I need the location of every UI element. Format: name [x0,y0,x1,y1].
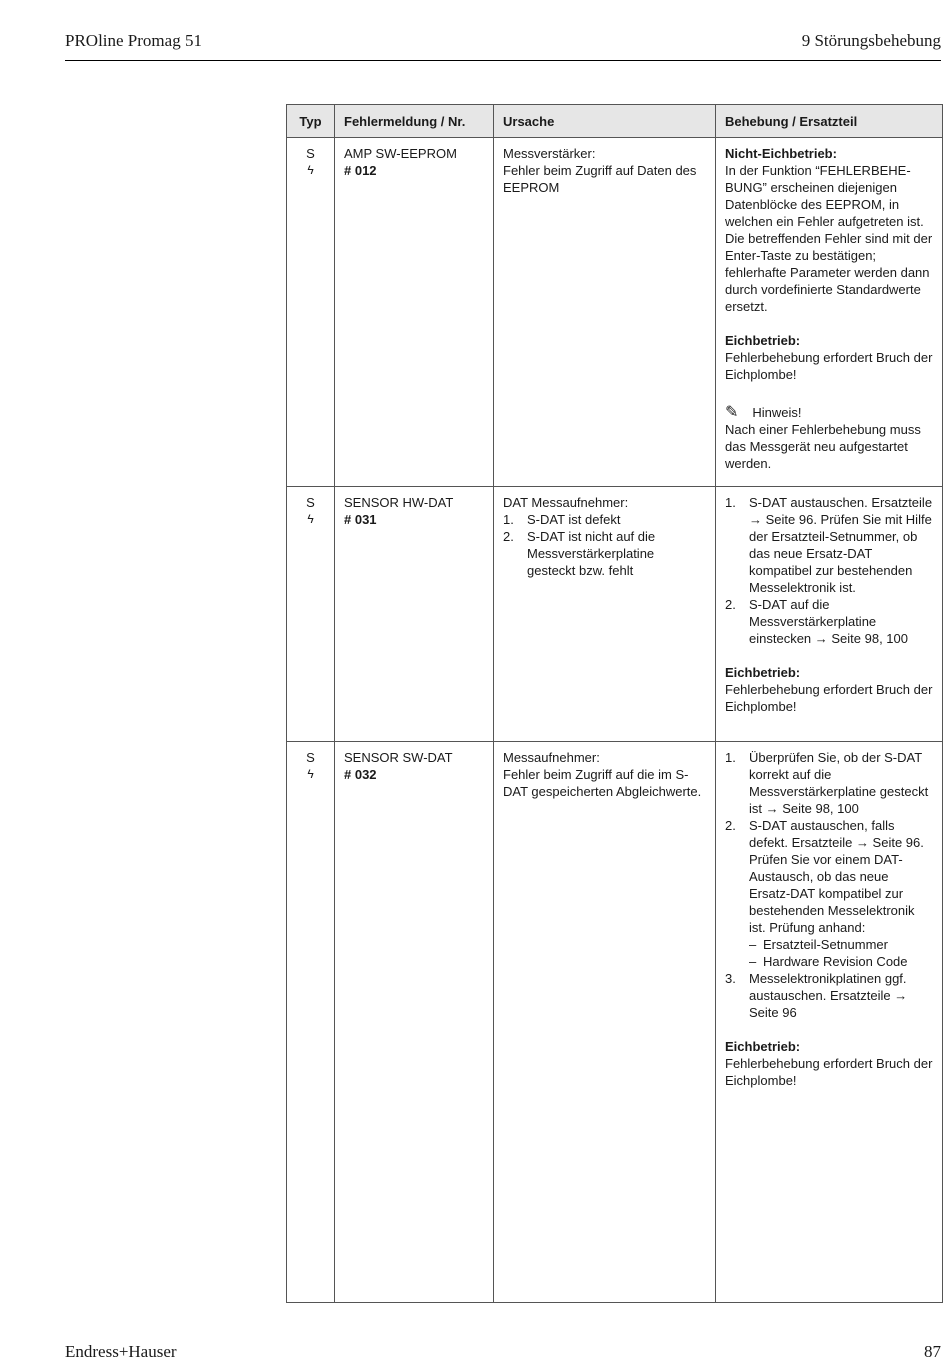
typ-cell [287,742,335,1303]
cause-text: Fehler beim Zugriff auf Daten des EEPROM [503,163,697,195]
table-row [287,138,943,487]
cause-intro: Messaufnehmer: [503,750,600,765]
lightning-icon: ϟ [307,767,314,781]
lightning-icon: ϟ [307,512,314,526]
remedy-heading: Eichbetrieb: [725,1039,801,1054]
error-number: # 012 [344,163,377,178]
remedy-list [725,494,933,647]
list-item: 3. Messelektronikplatinen ggf. austauschen. Ersatzteile → Seite 96 [725,971,908,1020]
remedy-heading: Eichbetrieb: [725,665,801,680]
header-chapter-title: 9 Störungsbehebung [801,31,941,50]
typ-cell [287,138,335,487]
column-header-typ: Typ [287,105,335,138]
list-item: 1. S-DAT ist defekt [503,512,621,527]
column-header-message: Fehlermeldung / Nr. [335,105,494,138]
error-number: # 031 [344,512,377,527]
footer-company-logo: Endress+Hauser [65,1342,177,1361]
pencil-icon: ✎ [725,404,739,421]
list-item: – Hardware Revision Code [749,953,933,970]
remedy-cell [716,742,943,1303]
list-item: 1. Überprüfen Sie, ob der S-DAT korrekt auf die Messverstärkerplatine gesteckt ist → Seite 98, 100 [725,750,929,816]
list-item: 2. S-DAT auf die Messverstärkerplatine einstecken → Seite 98, 100 [725,597,908,646]
message-cell [335,487,494,742]
error-table [286,104,943,1303]
remedy-text: Fehlerbehebung erfordert Bruch der Eichplombe! [725,350,933,382]
hint-text: Nach einer Fehlerbehebung muss das Messgerät neu aufgestartet werden. [725,422,921,471]
cause-text: Fehler beim Zugriff auf die im S-DAT gespeicherten Abgleichwerte. [503,767,702,799]
remedy-text: In der Funktion “FEHLERBEHE-BUNG” erscheinen diejenigen Datenblöcke des EEPROM, in welchen ein Fehler aufgetreten ist. Die betreffenden Fehler sind mit der Enter-Taste zu bestätigen; fehlerhafte Parameter werden dann durch vordefinierte Standardwerte ersetzt. [725,163,933,314]
header-rule [65,60,941,61]
table-row [287,487,943,742]
typ-cell [287,487,335,742]
cause-intro: Messverstärker: [503,146,596,161]
hint-label: Hinweis! [752,405,802,420]
remedy-cell [716,487,943,742]
error-message: SENSOR HW-DAT [344,495,454,510]
remedy-list [725,749,933,1021]
message-cell [335,138,494,487]
cause-list [503,511,706,579]
cause-cell [494,487,716,742]
error-message: SENSOR SW-DAT [344,750,453,765]
error-message: AMP SW-EEPROM [344,146,457,161]
cause-cell [494,742,716,1303]
header-product-title: PROline Promag 51 [65,31,202,50]
hint-line [725,404,933,421]
column-header-cause: Ursache [494,105,716,138]
table-header-row [287,105,943,138]
cause-intro: DAT Messaufnehmer: [503,495,629,510]
page-number: 87 [924,1342,941,1361]
cause-cell [494,138,716,487]
list-item: 2. S-DAT ist nicht auf die Messverstärkerplatine gesteckt bzw. fehlt [503,529,656,578]
typ-letter: S [306,146,315,161]
typ-letter: S [306,495,315,510]
remedy-heading: Eichbetrieb: [725,333,801,348]
remedy-text: Fehlerbehebung erfordert Bruch der Eichplombe! [725,682,933,714]
list-item: 2. S-DAT austauschen, falls defekt. Ersatzteile → Seite 96. Prüfen Sie vor einem DAT-Austausch, ob das neue Ersatz-DAT kompatibel zur bestehenden Messelektronik ist. Prüfung anhand: – Ersatzteil-Setnummer – Hardware Revision Code [725,817,933,970]
lightning-icon: ϟ [307,163,314,177]
column-header-remedy: Behebung / Ersatzteil [716,105,943,138]
remedy-text: Fehlerbehebung erfordert Bruch der Eichplombe! [725,1056,933,1088]
error-number: # 032 [344,767,377,782]
remedy-cell [716,138,943,487]
remedy-sublist [749,936,933,970]
typ-letter: S [306,750,315,765]
table-row [287,742,943,1303]
list-item: 1. S-DAT austauschen. Ersatzteile → Seite 96. Prüfen Sie mit Hilfe der Ersatzteil-Setnummer, ob das neue Ersatz-DAT kompatibel zur bestehenden Messelektronik ist. [725,495,933,595]
list-item: – Ersatzteil-Setnummer [749,936,933,953]
remedy-heading: Nicht-Eichbetrieb: [725,146,837,161]
message-cell [335,742,494,1303]
